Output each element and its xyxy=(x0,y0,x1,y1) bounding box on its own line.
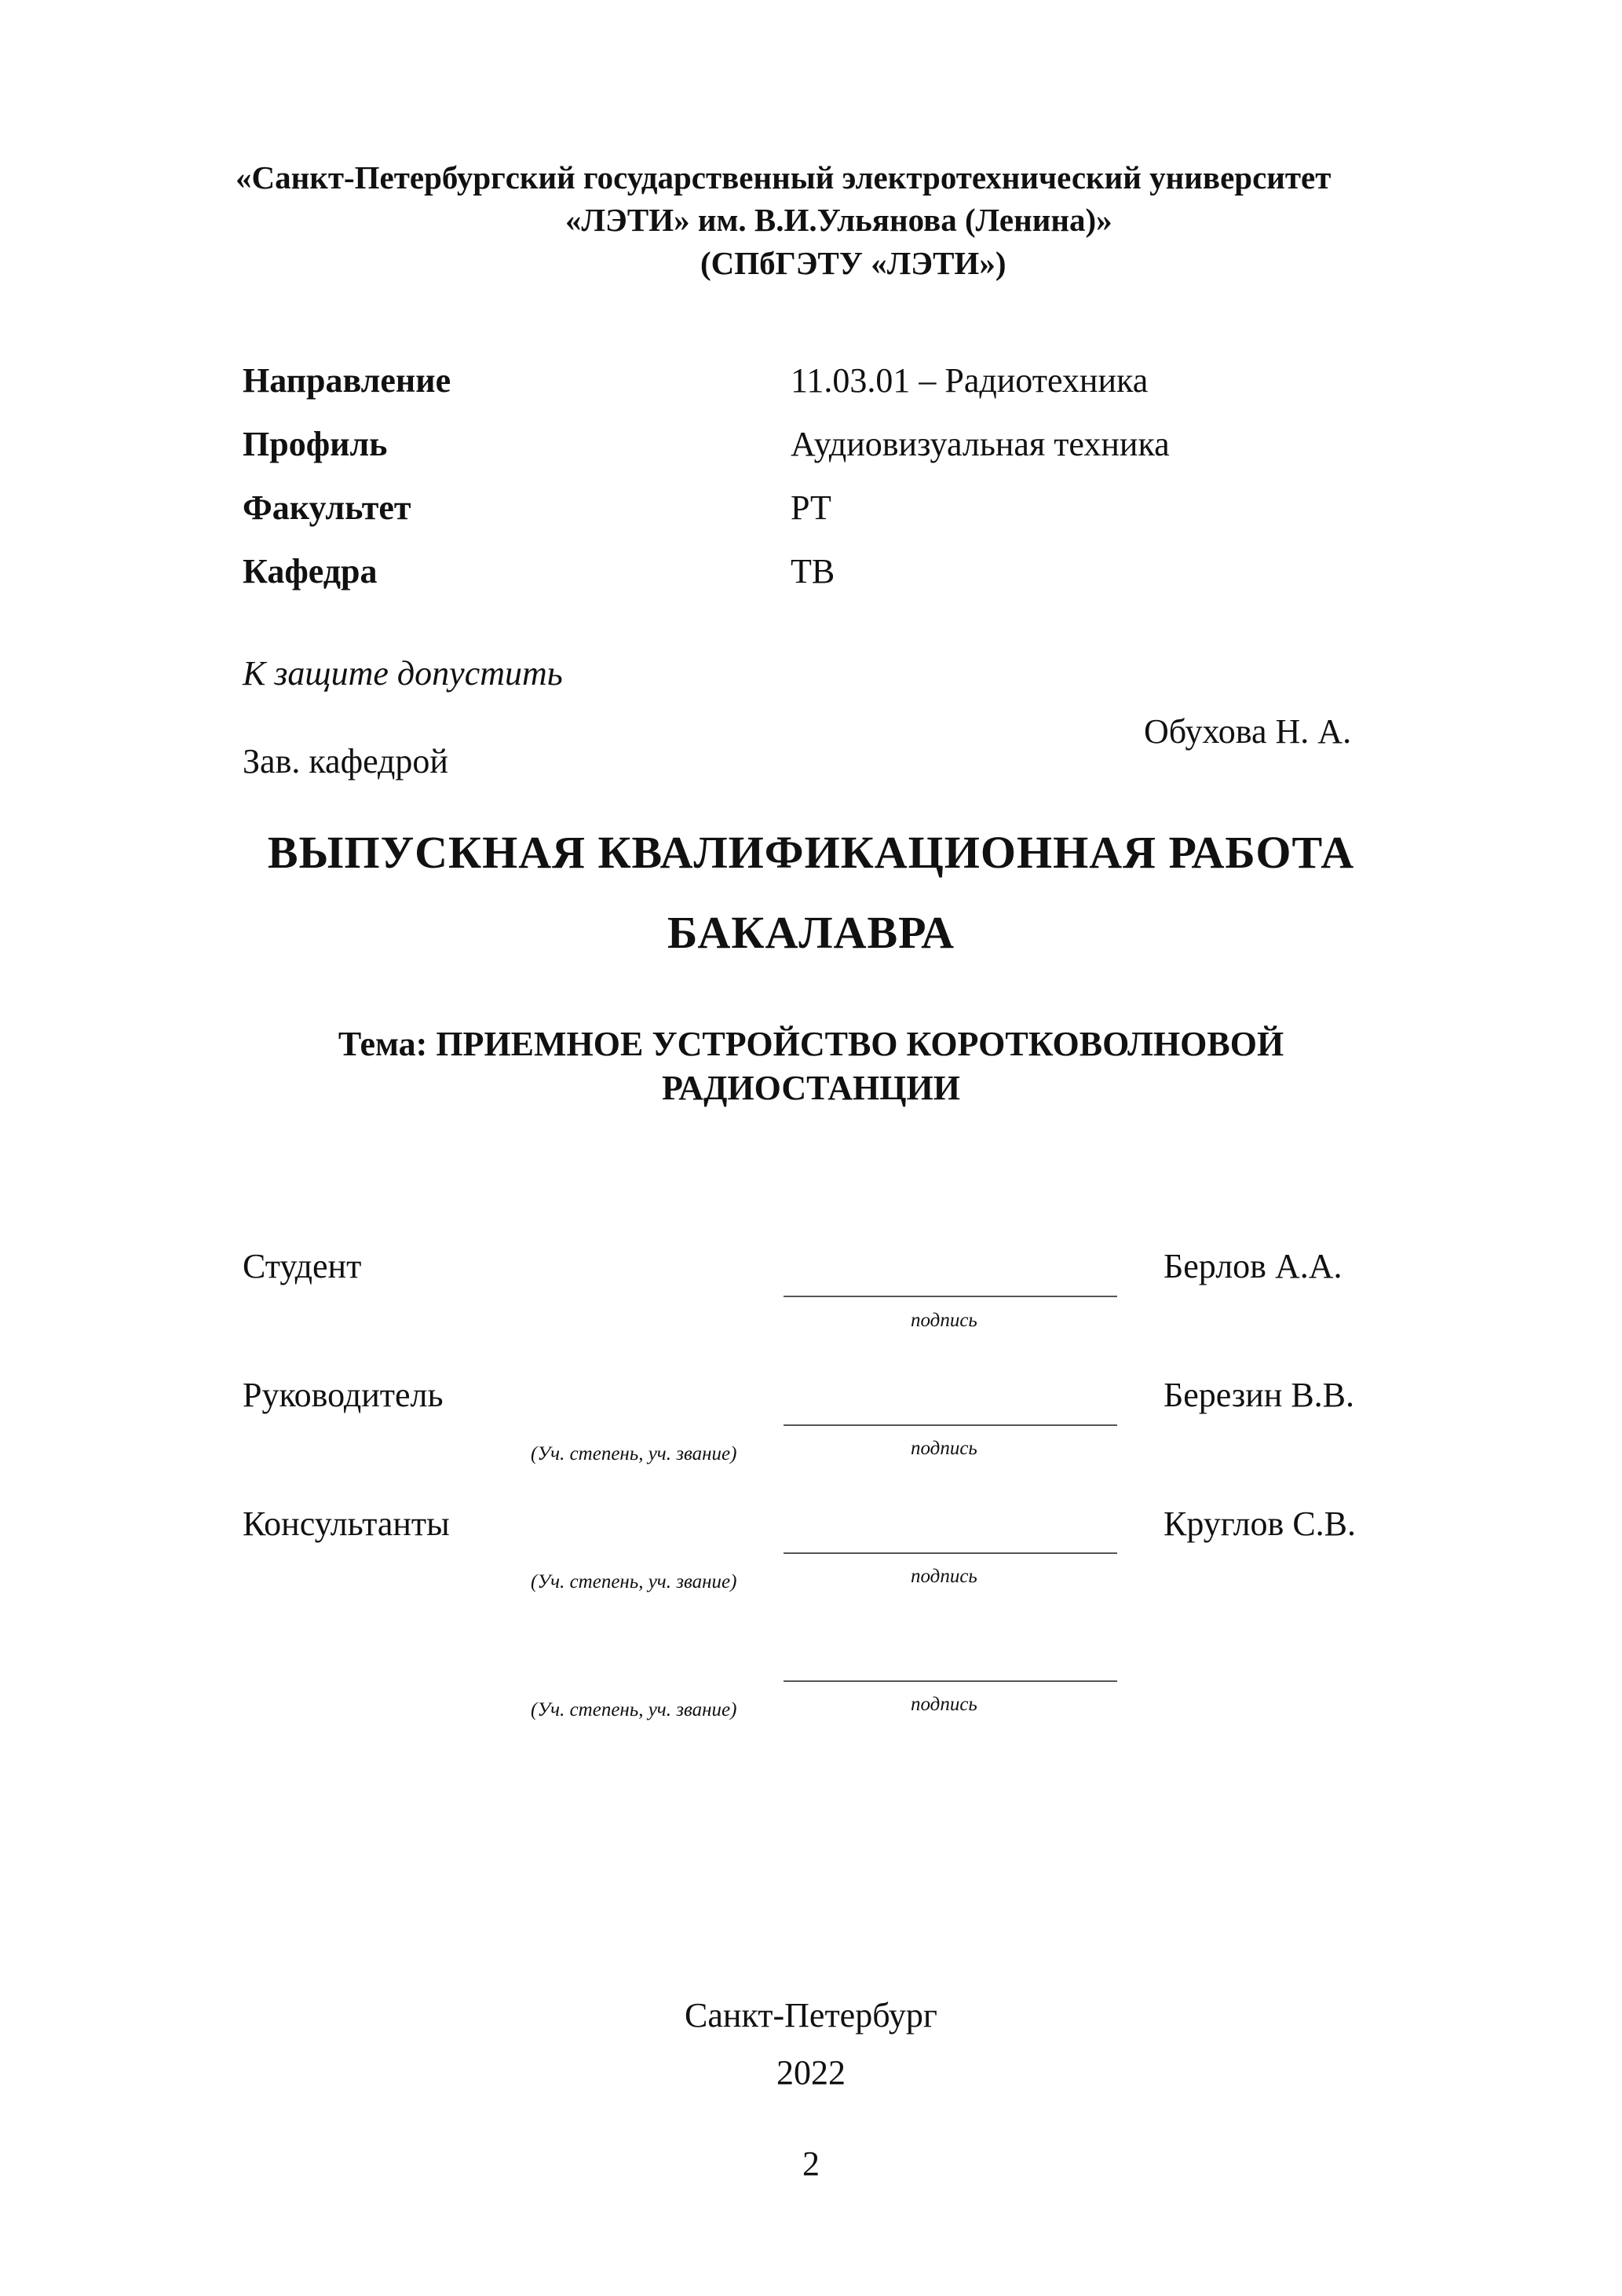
info-value-profile: Аудиовизуальная техника xyxy=(791,425,1170,463)
work-title-line-2: БАКАЛАВРА xyxy=(667,907,955,958)
signature-role-supervisor: Руководитель xyxy=(243,1376,444,1414)
info-value-faculty: РТ xyxy=(791,488,831,527)
info-value-department: ТВ xyxy=(791,552,835,590)
signature-note-supervisor: подпись xyxy=(911,1438,977,1459)
info-label-profile: Профиль xyxy=(243,425,388,463)
page-number: 2 xyxy=(802,2144,820,2183)
topic-line-2: РАДИОСТАНЦИИ xyxy=(662,1069,960,1107)
signature-name-student: Берлов А.А. xyxy=(1164,1247,1343,1285)
signature-line-student xyxy=(784,1296,1117,1297)
head-of-department-label: Зав. кафедрой xyxy=(243,742,448,781)
topic-line-1: Тема: ПРИЕМНОЕ УСТРОЙСТВО КОРОТКОВОЛНОВОЙ xyxy=(338,1025,1284,1063)
signature-role-student: Студент xyxy=(243,1247,362,1285)
signature-note-student: подпись xyxy=(911,1310,977,1331)
signature-name-consultant-1: Круглов С.В. xyxy=(1164,1504,1357,1543)
info-label-department: Кафедра xyxy=(243,552,378,590)
signature-role-consultants: Консультанты xyxy=(243,1504,450,1543)
university-name-line-1: «Санкт-Петербургский государственный электротехнический университет xyxy=(236,159,1332,196)
work-title-line-1: ВЫПУСКНАЯ КВАЛИФИКАЦИОННАЯ РАБОТА xyxy=(267,827,1355,878)
footer-year: 2022 xyxy=(776,2053,846,2092)
info-label-direction: Направление xyxy=(243,361,451,400)
signature-name-supervisor: Березин В.В. xyxy=(1164,1376,1355,1414)
signature-line-supervisor xyxy=(784,1424,1117,1426)
info-value-direction: 11.03.01 – Радиотехника xyxy=(791,361,1149,400)
admit-to-defense: К защите допустить xyxy=(243,654,563,693)
degree-note-consultant-2: (Уч. степень, уч. звание) xyxy=(531,1699,737,1720)
footer-city: Санкт-Петербург xyxy=(685,1996,937,2035)
degree-note-consultant-1: (Уч. степень, уч. звание) xyxy=(531,1571,737,1592)
signature-line-consultant-1 xyxy=(784,1552,1117,1554)
info-label-faculty: Факультет xyxy=(243,488,411,527)
signature-note-consultant-2: подпись xyxy=(911,1694,977,1715)
degree-note-supervisor: (Уч. степень, уч. звание) xyxy=(531,1443,737,1464)
head-of-department-name: Обухова Н. А. xyxy=(1144,712,1352,751)
university-abbreviation: (СПбГЭТУ «ЛЭТИ») xyxy=(700,245,1006,281)
university-name-line-2: «ЛЭТИ» им. В.И.Ульянова (Ленина)» xyxy=(565,202,1112,238)
signature-note-consultant-1: подпись xyxy=(911,1566,977,1587)
signature-line-consultant-2 xyxy=(784,1680,1117,1682)
